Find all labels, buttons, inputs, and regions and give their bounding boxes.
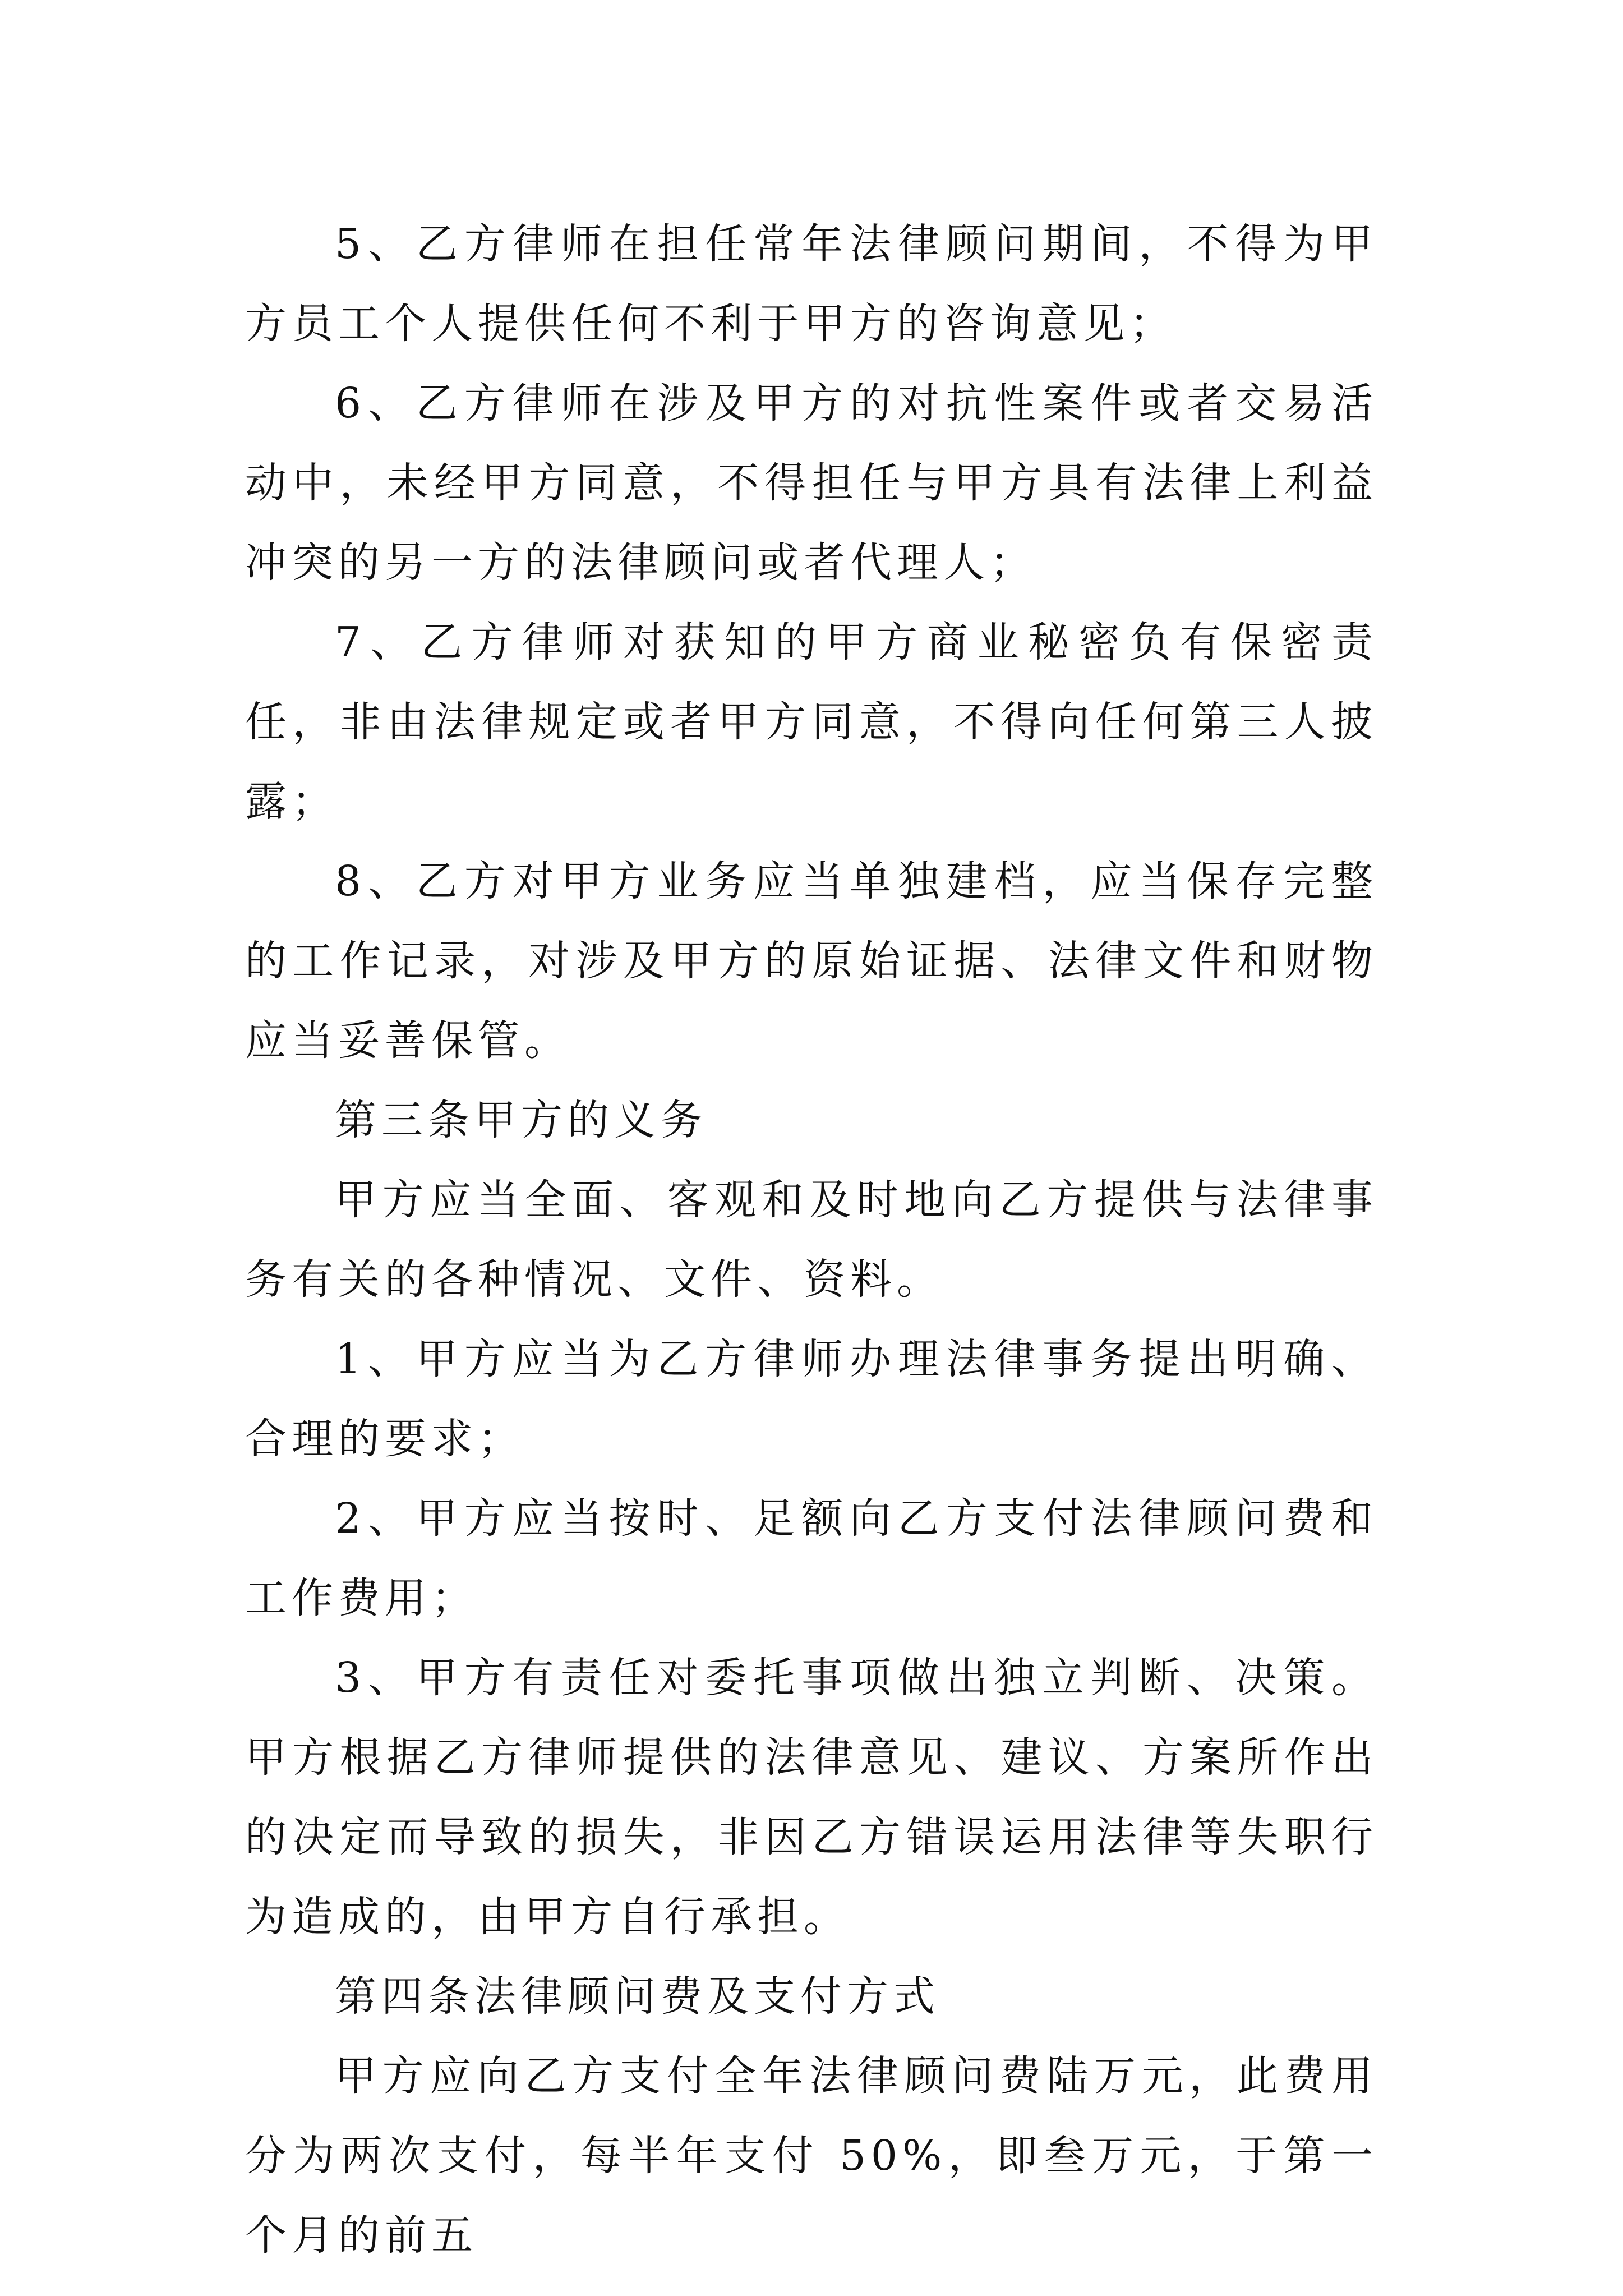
article-4-body: 甲方应向乙方支付全年法律顾问费陆万元，此费用分为两次支付，每半年支付 50%，即叁万元，于第一个月的前五 <box>245 2052 1378 2260</box>
party-a-clause-3: 3、甲方有责任对委托事项做出独立判断、决策。甲方根据乙方律师提供的法律意见、建议、方案所作出的决定而导致的损失，非因乙方错误运用法律等失职行为造成的，由甲方自行承担。 <box>245 1654 1378 1941</box>
article-4-heading: 第四条法律顾问费及支付方式 <box>335 1972 940 2021</box>
party-a-clause-2: 2、甲方应当按时、足额向乙方支付法律顾问费和工作费用； <box>245 1494 1378 1622</box>
clause-6: 6、乙方律师在涉及甲方的对抗性案件或者交易活动中，未经甲方同意，不得担任与甲方具有法律上利益冲突的另一方的法律顾问或者代理人； <box>245 379 1378 587</box>
document-body <box>245 204 1378 2275</box>
party-a-clause-1: 1、甲方应当为乙方律师办理法律事务提出明确、合理的要求； <box>245 1335 1378 1463</box>
clause-5: 5、乙方律师在担任常年法律顾问期间，不得为甲方员工个人提供任何不利于甲方的咨询意见； <box>245 220 1378 348</box>
clause-7: 7、乙方律师对获知的甲方商业秘密负有保密责任，非由法律规定或者甲方同意，不得向任何第三人披露； <box>245 618 1378 826</box>
article-3-intro: 甲方应当全面、客观和及时地向乙方提供与法律事务有关的各种情况、文件、资料。 <box>245 1176 1378 1304</box>
article-3-heading: 第三条甲方的义务 <box>335 1096 707 1144</box>
clause-8: 8、乙方对甲方业务应当单独建档，应当保存完整的工作记录，对涉及甲方的原始证据、法律文件和财物应当妥善保管。 <box>245 857 1378 1065</box>
